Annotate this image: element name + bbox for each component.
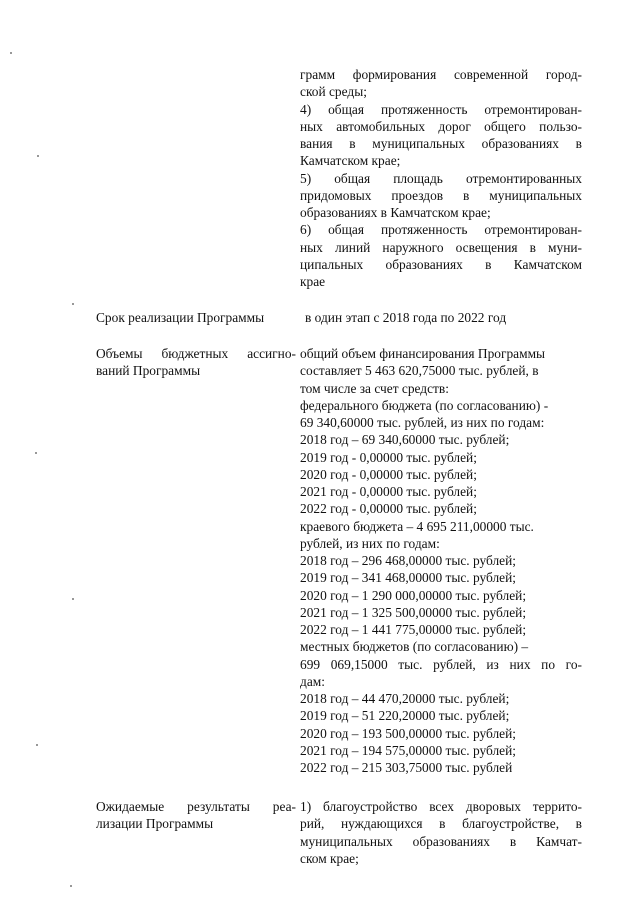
- budget-value: [300, 345, 582, 776]
- results-label: [96, 798, 296, 833]
- text-line: лизации Программы: [96, 816, 214, 832]
- text-line: 69 340,60000 тыс. рублей, из них по годам:: [300, 415, 545, 430]
- text-line: федерального бюджета (по согласованию) -: [300, 397, 549, 413]
- text-line: рий, нуждающихся в благоустройстве, в: [300, 816, 582, 832]
- text-line: общий объем финансирования Программы: [300, 346, 546, 361]
- text-line: рублей, из них по годам:: [300, 535, 440, 551]
- scan-speck: [72, 303, 74, 305]
- scan-speck: [35, 452, 37, 454]
- text-line: 2020 год - 0,00000 тыс. рублей;: [300, 466, 477, 482]
- text-line: ных линий наружного освещения в муни-: [300, 239, 582, 255]
- text-line: крае: [300, 274, 326, 289]
- text-line: 2020 год – 193 500,00000 тыс. рублей;: [300, 725, 517, 741]
- text-line: 2020 год – 1 290 000,00000 тыс. рублей;: [300, 587, 527, 603]
- text-line: Срок реализации Программы: [96, 310, 265, 325]
- text-line: ской среды;: [300, 84, 367, 100]
- scan-speck: [70, 885, 72, 887]
- text-line: грамм формирования современной город-: [300, 67, 582, 82]
- scan-speck: [36, 744, 38, 746]
- text-line: 2022 год – 1 441 775,00000 тыс. рублей;: [300, 622, 527, 637]
- text-line: муниципальных образованиях в Камчат-: [300, 833, 582, 849]
- text-line: образованиях в Камчатском крае;: [300, 205, 491, 220]
- text-line: 2019 год – 51 220,20000 тыс. рублей;: [300, 708, 510, 724]
- text-line: краевого бюджета – 4 695 211,00000 тыс.: [300, 518, 534, 534]
- text-line: ском крае;: [300, 850, 359, 866]
- text-line: 699 069,15000 тыс. рублей, из них по го-: [300, 656, 582, 672]
- scan-speck: [10, 52, 12, 54]
- term-label: [96, 309, 296, 326]
- text-line: 6) общая протяженность отремонтирован-: [300, 222, 582, 238]
- indicators-continuation: [300, 66, 582, 290]
- text-line: ваний Программы: [96, 363, 201, 379]
- text-line: вания в муниципальных образованиях в: [300, 136, 582, 151]
- text-line: 2019 год - 0,00000 тыс. рублей;: [300, 449, 477, 465]
- text-line: 2022 год - 0,00000 тыс. рублей;: [300, 501, 477, 517]
- text-line: 2019 год – 341 468,00000 тыс. рублей;: [300, 570, 517, 586]
- scan-speck: [37, 155, 39, 157]
- text-line: 2018 год – 69 340,60000 тыс. рублей;: [300, 432, 510, 448]
- text-line: Ожидаемые результаты реа-: [96, 799, 296, 814]
- budget-label: [96, 345, 296, 380]
- text-line: в один этап с 2018 года по 2022 год: [305, 310, 507, 325]
- text-line: 2022 год – 215 303,75000 тыс. рублей: [300, 760, 513, 775]
- text-line: 2018 год – 44 470,20000 тыс. рублей;: [300, 691, 510, 706]
- text-line: 2018 год – 296 468,00000 тыс. рублей;: [300, 553, 517, 568]
- text-line: ципальных образованиях в Камчатском: [300, 256, 582, 272]
- text-line: дам:: [300, 673, 325, 689]
- scan-speck: [72, 598, 74, 600]
- text-line: 4) общая протяженность отремонтирован-: [300, 101, 582, 117]
- text-line: Камчатском крае;: [300, 153, 401, 169]
- text-line: 2021 год - 0,00000 тыс. рублей;: [300, 484, 477, 499]
- text-line: том числе за счет средств:: [300, 380, 449, 396]
- text-line: ных автомобильных дорог общего пользо-: [300, 118, 582, 134]
- text-line: 2021 год – 1 325 500,00000 тыс. рублей;: [300, 604, 527, 620]
- text-line: составляет 5 463 620,75000 тыс. рублей, в: [300, 363, 539, 379]
- text-line: 2021 год – 194 575,00000 тыс. рублей;: [300, 742, 517, 758]
- text-line: 1) благоустройство всех дворовых террито-: [300, 799, 582, 814]
- text-line: 5) общая площадь отремонтированных: [300, 170, 582, 186]
- results-value: [300, 798, 582, 867]
- text-line: придомовых проездов в муниципальных: [300, 187, 582, 203]
- text-line: Объемы бюджетных ассигно-: [96, 346, 296, 361]
- term-value: [305, 309, 585, 326]
- text-line: местных бюджетов (по согласованию) –: [300, 639, 529, 655]
